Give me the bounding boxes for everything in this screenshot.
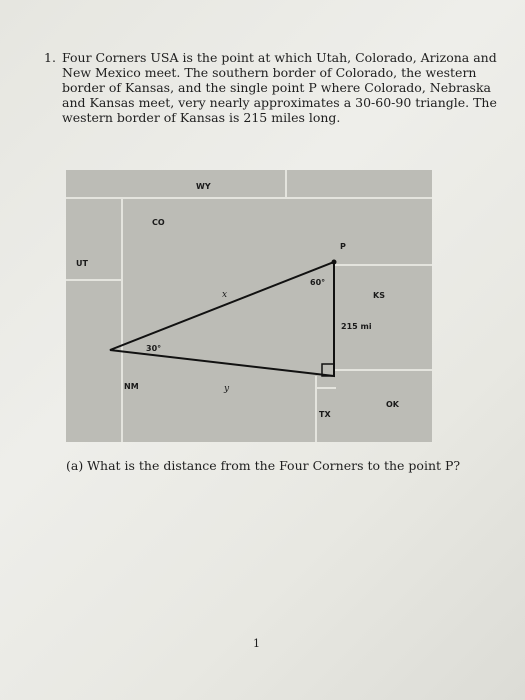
page-number: 1 <box>253 637 260 650</box>
label-y: y <box>224 384 230 394</box>
state-map-diagram <box>66 170 432 442</box>
question-a: (a) What is the distance from the Four Corners to the point P? <box>66 458 461 473</box>
triangle <box>110 262 334 376</box>
point-p-marker <box>332 260 337 265</box>
map-drawing <box>66 170 432 442</box>
label-ok: OK <box>386 400 399 409</box>
label-p: P <box>340 242 346 251</box>
label-co: CO <box>152 218 165 227</box>
state-borders <box>66 170 432 442</box>
label-nm: NM <box>124 382 139 391</box>
label-side-length: 215 mi <box>341 322 372 331</box>
label-x: x <box>222 290 228 300</box>
label-ks: KS <box>373 291 385 300</box>
problem-number: 1. <box>44 50 56 65</box>
label-wy: WY <box>196 182 211 191</box>
problem-statement <box>44 50 504 125</box>
label-tx: TX <box>319 410 331 419</box>
label-angle-60: 60° <box>310 278 326 287</box>
label-ut: UT <box>76 259 88 268</box>
problem-text: Four Corners USA is the point at which Utah, Colorado, Arizona and New Mexico meet. The southern border of Colorado, the western border of Kansas, and the single point P where Colorado, Nebraska and Kansas meet, very nearly approximates a 30-60-90 triangle. The western border of Kansas is 215 miles long. <box>62 50 497 125</box>
label-angle-30: 30° <box>146 344 162 353</box>
